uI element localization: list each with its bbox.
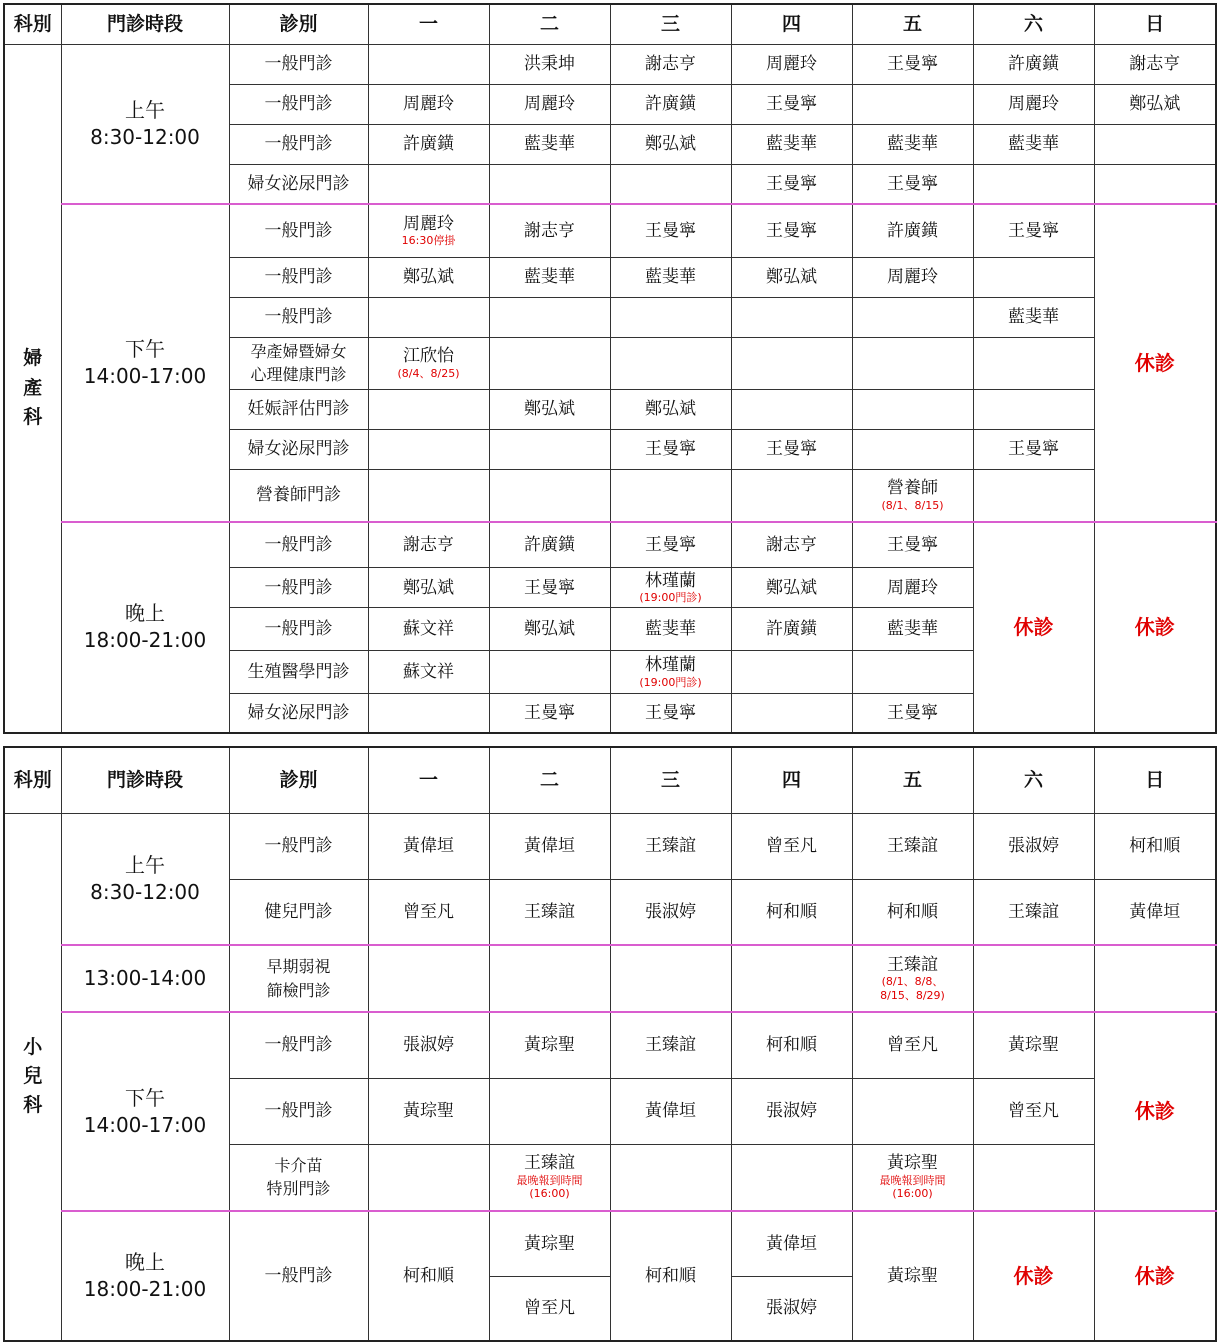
doctor-cell: 鄭弘斌 bbox=[489, 389, 610, 429]
header-sun: 日 bbox=[1094, 4, 1216, 44]
table-row bbox=[4, 945, 1216, 1012]
doctor-cell: 王曼寧 bbox=[852, 522, 973, 568]
doctor-cell: 曾至凡 bbox=[489, 1276, 610, 1341]
clinic-type: 一般門診 bbox=[229, 257, 368, 297]
doctor-name: 林瑾蘭 bbox=[645, 570, 696, 591]
clinic-type: 一般門診 bbox=[229, 813, 368, 879]
clinic-type: 一般門診 bbox=[229, 44, 368, 84]
doctor-cell: 張淑婷 bbox=[731, 1078, 852, 1144]
clinic-type: 一般門診 bbox=[229, 124, 368, 164]
header-mon: 一 bbox=[368, 4, 489, 44]
doctor-cell bbox=[731, 651, 852, 694]
doctor-cell bbox=[489, 337, 610, 389]
header-sun: 日 bbox=[1094, 747, 1216, 813]
header-fri: 五 bbox=[852, 747, 973, 813]
doctor-cell: 周麗玲 bbox=[973, 84, 1094, 124]
clinic-type: 婦女泌尿門診 bbox=[229, 694, 368, 733]
header-tue: 二 bbox=[489, 747, 610, 813]
doctor-cell bbox=[852, 945, 973, 1012]
doctor-cell: 鄭弘斌 bbox=[368, 257, 489, 297]
session-pm: 下午 14:00-17:00 bbox=[61, 204, 229, 521]
doctor-cell: 黃偉垣 bbox=[489, 813, 610, 879]
doctor-cell: 藍斐華 bbox=[610, 257, 731, 297]
doctor-cell: 謝志亨 bbox=[368, 522, 489, 568]
doctor-cell bbox=[368, 430, 489, 470]
doctor-cell: 柯和順 bbox=[731, 1012, 852, 1078]
doctor-cell: 王曼寧 bbox=[610, 204, 731, 257]
doctor-cell bbox=[489, 470, 610, 522]
doctor-cell bbox=[368, 694, 489, 733]
clinic-type: 婦女泌尿門診 bbox=[229, 430, 368, 470]
doctor-cell bbox=[731, 297, 852, 337]
doctor-cell: 周麗玲 bbox=[489, 84, 610, 124]
doctor-cell bbox=[1094, 945, 1216, 1012]
doctor-cell: 柯和順 bbox=[852, 879, 973, 945]
session-evening: 晚上 18:00-21:00 bbox=[61, 1211, 229, 1341]
doctor-cell bbox=[610, 297, 731, 337]
clinic-type: 健兒門診 bbox=[229, 879, 368, 945]
doctor-cell: 張淑婷 bbox=[973, 813, 1094, 879]
doctor-cell: 許廣鐄 bbox=[852, 204, 973, 257]
clinic-note: 最晚報到時間 (16:00) bbox=[879, 1173, 946, 1201]
doctor-cell bbox=[852, 337, 973, 389]
header-clinic: 診別 bbox=[229, 747, 368, 813]
doctor-cell bbox=[610, 470, 731, 522]
clinic-type: 妊娠評估門診 bbox=[229, 389, 368, 429]
table-row bbox=[4, 813, 1216, 879]
doctor-cell bbox=[368, 204, 489, 257]
doctor-cell: 謝志亨 bbox=[1094, 44, 1216, 84]
clinic-type: 一般門診 bbox=[229, 1012, 368, 1078]
doctor-cell bbox=[731, 337, 852, 389]
doctor-cell: 周麗玲 bbox=[852, 257, 973, 297]
doctor-cell: 張淑婷 bbox=[368, 1012, 489, 1078]
clinic-type: 孕產婦暨婦女 心理健康門診 bbox=[229, 337, 368, 389]
table-row bbox=[4, 1012, 1216, 1078]
header-sat: 六 bbox=[973, 747, 1094, 813]
header-row bbox=[4, 4, 1216, 44]
doctor-cell: 鄭弘斌 bbox=[368, 568, 489, 608]
clinic-note: 16:30停掛 bbox=[401, 234, 456, 248]
doctor-cell bbox=[489, 1144, 610, 1211]
doctor-cell: 鄭弘斌 bbox=[731, 257, 852, 297]
doctor-name: 黃琮聖 bbox=[887, 1153, 938, 1174]
doctor-cell: 洪秉坤 bbox=[489, 44, 610, 84]
doctor-cell: 藍斐華 bbox=[852, 124, 973, 164]
closed-label: 休診 bbox=[1134, 615, 1175, 640]
doctor-cell: 許廣鐄 bbox=[610, 84, 731, 124]
doctor-cell: 柯和順 bbox=[610, 1211, 731, 1341]
doctor-cell bbox=[368, 297, 489, 337]
table-row bbox=[4, 522, 1216, 568]
doctor-cell: 黃琮聖 bbox=[973, 1012, 1094, 1078]
doctor-cell: 周麗玲 bbox=[731, 44, 852, 84]
doctor-cell bbox=[610, 337, 731, 389]
doctor-cell: 王臻誼 bbox=[852, 813, 973, 879]
doctor-cell: 柯和順 bbox=[368, 1211, 489, 1341]
doctor-name: 王臻誼 bbox=[524, 1153, 575, 1174]
doctor-cell: 王曼寧 bbox=[973, 430, 1094, 470]
doctor-cell: 王曼寧 bbox=[731, 164, 852, 204]
doctor-cell: 藍斐華 bbox=[973, 124, 1094, 164]
doctor-cell bbox=[489, 1078, 610, 1144]
doctor-cell: 黃琮聖 bbox=[489, 1012, 610, 1078]
doctor-name: 林瑾蘭 bbox=[645, 655, 696, 676]
doctor-cell: 王臻誼 bbox=[610, 813, 731, 879]
doctor-cell bbox=[489, 651, 610, 694]
closed-label: 休診 bbox=[1013, 1263, 1054, 1288]
pediatrics-schedule-table bbox=[3, 746, 1217, 1342]
doctor-cell bbox=[610, 1144, 731, 1211]
header-wed: 三 bbox=[610, 747, 731, 813]
table-row bbox=[4, 1211, 1216, 1276]
doctor-cell bbox=[489, 164, 610, 204]
doctor-cell bbox=[852, 84, 973, 124]
doctor-cell: 曾至凡 bbox=[731, 813, 852, 879]
session-am: 上午 8:30-12:00 bbox=[61, 44, 229, 204]
doctor-cell bbox=[852, 1078, 973, 1144]
doctor-cell: 王曼寧 bbox=[610, 522, 731, 568]
doctor-cell: 鄭弘斌 bbox=[610, 124, 731, 164]
doctor-cell: 王曼寧 bbox=[731, 84, 852, 124]
header-dept: 科別 bbox=[4, 747, 61, 813]
doctor-cell bbox=[489, 297, 610, 337]
closed-cell bbox=[973, 522, 1094, 733]
ob-gyn-schedule-table bbox=[3, 3, 1217, 734]
doctor-cell: 王曼寧 bbox=[731, 430, 852, 470]
closed-cell bbox=[1094, 1012, 1216, 1211]
doctor-cell: 謝志亨 bbox=[731, 522, 852, 568]
header-fri: 五 bbox=[852, 4, 973, 44]
doctor-cell: 藍斐華 bbox=[489, 257, 610, 297]
doctor-cell: 鄭弘斌 bbox=[731, 568, 852, 608]
clinic-type: 婦女泌尿門診 bbox=[229, 164, 368, 204]
header-time: 門診時段 bbox=[61, 4, 229, 44]
doctor-cell: 王曼寧 bbox=[852, 164, 973, 204]
clinic-type: 營養師門診 bbox=[229, 470, 368, 522]
doctor-cell bbox=[973, 470, 1094, 522]
doctor-cell bbox=[368, 44, 489, 84]
doctor-cell: 王曼寧 bbox=[852, 694, 973, 733]
doctor-cell: 藍斐華 bbox=[973, 297, 1094, 337]
doctor-cell bbox=[368, 164, 489, 204]
doctor-cell bbox=[973, 164, 1094, 204]
doctor-cell: 謝志亨 bbox=[489, 204, 610, 257]
doctor-cell bbox=[1094, 164, 1216, 204]
closed-label: 休診 bbox=[1013, 615, 1054, 640]
doctor-cell bbox=[731, 945, 852, 1012]
clinic-type: 一般門診 bbox=[229, 1078, 368, 1144]
doctor-cell bbox=[610, 945, 731, 1012]
clinic-note: (8/4、8/25) bbox=[397, 366, 460, 380]
clinic-type: 一般門診 bbox=[229, 297, 368, 337]
doctor-cell: 張淑婷 bbox=[731, 1276, 852, 1341]
dept-ob-gyn: 婦 產 科 bbox=[4, 44, 61, 733]
doctor-cell: 謝志亨 bbox=[610, 44, 731, 84]
doctor-cell bbox=[852, 389, 973, 429]
session-pm: 下午 14:00-17:00 bbox=[61, 1012, 229, 1211]
doctor-cell: 許廣鐄 bbox=[368, 124, 489, 164]
doctor-cell: 黃偉垣 bbox=[368, 813, 489, 879]
doctor-cell: 王曼寧 bbox=[610, 694, 731, 733]
header-row bbox=[4, 747, 1216, 813]
clinic-note: (8/1、8/8、 8/15、8/29) bbox=[880, 974, 945, 1002]
closed-cell bbox=[1094, 204, 1216, 521]
header-thu: 四 bbox=[731, 747, 852, 813]
doctor-cell: 鄭弘斌 bbox=[1094, 84, 1216, 124]
clinic-note: (19:00門診) bbox=[639, 675, 702, 689]
clinic-type: 早期弱視 篩檢門診 bbox=[229, 945, 368, 1012]
clinic-type: 一般門診 bbox=[229, 1211, 368, 1341]
doctor-cell bbox=[489, 430, 610, 470]
doctor-cell: 王曼寧 bbox=[489, 568, 610, 608]
clinic-type: 生殖醫學門診 bbox=[229, 651, 368, 694]
doctor-cell bbox=[973, 337, 1094, 389]
clinic-note: (8/1、8/15) bbox=[881, 498, 944, 512]
doctor-cell bbox=[973, 945, 1094, 1012]
doctor-cell bbox=[973, 389, 1094, 429]
header-wed: 三 bbox=[610, 4, 731, 44]
doctor-cell bbox=[852, 1144, 973, 1211]
doctor-cell bbox=[368, 470, 489, 522]
doctor-cell bbox=[731, 389, 852, 429]
doctor-name: 江欣怡 bbox=[403, 346, 454, 367]
doctor-cell bbox=[852, 430, 973, 470]
clinic-type: 卡介苗 特別門診 bbox=[229, 1144, 368, 1211]
doctor-cell: 鄭弘斌 bbox=[610, 389, 731, 429]
session-noon: 13:00-14:00 bbox=[61, 945, 229, 1012]
doctor-cell: 王臻誼 bbox=[973, 879, 1094, 945]
header-clinic: 診別 bbox=[229, 4, 368, 44]
clinic-type: 一般門診 bbox=[229, 204, 368, 257]
closed-cell bbox=[1094, 1211, 1216, 1341]
session-evening: 晚上 18:00-21:00 bbox=[61, 522, 229, 733]
doctor-cell bbox=[731, 470, 852, 522]
doctor-cell bbox=[973, 1144, 1094, 1211]
doctor-cell: 藍斐華 bbox=[852, 608, 973, 651]
doctor-cell: 王曼寧 bbox=[489, 694, 610, 733]
doctor-cell: 藍斐華 bbox=[610, 608, 731, 651]
doctor-cell: 柯和順 bbox=[1094, 813, 1216, 879]
doctor-cell bbox=[731, 1144, 852, 1211]
doctor-cell: 藍斐華 bbox=[731, 124, 852, 164]
doctor-cell: 蘇文祥 bbox=[368, 608, 489, 651]
header-dept: 科別 bbox=[4, 4, 61, 44]
clinic-type: 一般門診 bbox=[229, 522, 368, 568]
doctor-name: 周麗玲 bbox=[403, 213, 454, 234]
clinic-note: (19:00門診) bbox=[639, 591, 702, 605]
doctor-cell: 黃偉垣 bbox=[731, 1211, 852, 1276]
doctor-cell: 王曼寧 bbox=[610, 430, 731, 470]
table-row bbox=[4, 204, 1216, 257]
closed-cell bbox=[973, 1211, 1094, 1341]
doctor-cell: 王曼寧 bbox=[973, 204, 1094, 257]
doctor-cell bbox=[610, 651, 731, 694]
doctor-cell bbox=[1094, 124, 1216, 164]
closed-label: 休診 bbox=[1134, 350, 1175, 375]
doctor-cell: 許廣鐄 bbox=[731, 608, 852, 651]
header-time: 門診時段 bbox=[61, 747, 229, 813]
closed-label: 休診 bbox=[1134, 1263, 1175, 1288]
header-thu: 四 bbox=[731, 4, 852, 44]
doctor-cell bbox=[368, 1144, 489, 1211]
doctor-cell: 蘇文祥 bbox=[368, 651, 489, 694]
doctor-cell: 許廣鐄 bbox=[489, 522, 610, 568]
doctor-cell: 周麗玲 bbox=[368, 84, 489, 124]
doctor-cell: 黃琮聖 bbox=[489, 1211, 610, 1276]
doctor-cell: 曾至凡 bbox=[973, 1078, 1094, 1144]
header-mon: 一 bbox=[368, 747, 489, 813]
doctor-cell: 許廣鐄 bbox=[973, 44, 1094, 84]
doctor-cell bbox=[368, 945, 489, 1012]
clinic-type: 一般門診 bbox=[229, 608, 368, 651]
doctor-cell: 王臻誼 bbox=[610, 1012, 731, 1078]
doctor-cell: 黃琮聖 bbox=[368, 1078, 489, 1144]
doctor-cell bbox=[610, 164, 731, 204]
doctor-cell: 曾至凡 bbox=[368, 879, 489, 945]
doctor-cell: 柯和順 bbox=[731, 879, 852, 945]
doctor-cell: 王曼寧 bbox=[731, 204, 852, 257]
clinic-type: 一般門診 bbox=[229, 568, 368, 608]
doctor-cell: 王臻誼 bbox=[489, 879, 610, 945]
doctor-cell bbox=[368, 389, 489, 429]
clinic-type: 一般門診 bbox=[229, 84, 368, 124]
doctor-cell bbox=[973, 257, 1094, 297]
doctor-cell bbox=[489, 945, 610, 1012]
doctor-cell: 王曼寧 bbox=[852, 44, 973, 84]
session-am: 上午 8:30-12:00 bbox=[61, 813, 229, 945]
doctor-cell bbox=[610, 568, 731, 608]
header-tue: 二 bbox=[489, 4, 610, 44]
doctor-cell bbox=[852, 297, 973, 337]
doctor-name: 王臻誼 bbox=[887, 954, 938, 975]
doctor-cell: 藍斐華 bbox=[489, 124, 610, 164]
doctor-name: 營養師 bbox=[887, 478, 938, 499]
doctor-cell: 鄭弘斌 bbox=[489, 608, 610, 651]
doctor-cell bbox=[852, 651, 973, 694]
doctor-cell: 周麗玲 bbox=[852, 568, 973, 608]
table-row bbox=[4, 44, 1216, 84]
doctor-cell: 黃偉垣 bbox=[610, 1078, 731, 1144]
doctor-cell: 曾至凡 bbox=[852, 1012, 973, 1078]
doctor-cell bbox=[852, 470, 973, 522]
doctor-cell: 黃琮聖 bbox=[852, 1211, 973, 1341]
closed-cell bbox=[1094, 522, 1216, 733]
doctor-cell bbox=[731, 694, 852, 733]
doctor-cell bbox=[368, 337, 489, 389]
header-sat: 六 bbox=[973, 4, 1094, 44]
closed-label: 休診 bbox=[1134, 1099, 1175, 1124]
dept-pediatrics: 小 兒 科 bbox=[4, 813, 61, 1341]
doctor-cell: 黃偉垣 bbox=[1094, 879, 1216, 945]
doctor-cell: 張淑婷 bbox=[610, 879, 731, 945]
clinic-note: 最晚報到時間 (16:00) bbox=[516, 1173, 583, 1201]
